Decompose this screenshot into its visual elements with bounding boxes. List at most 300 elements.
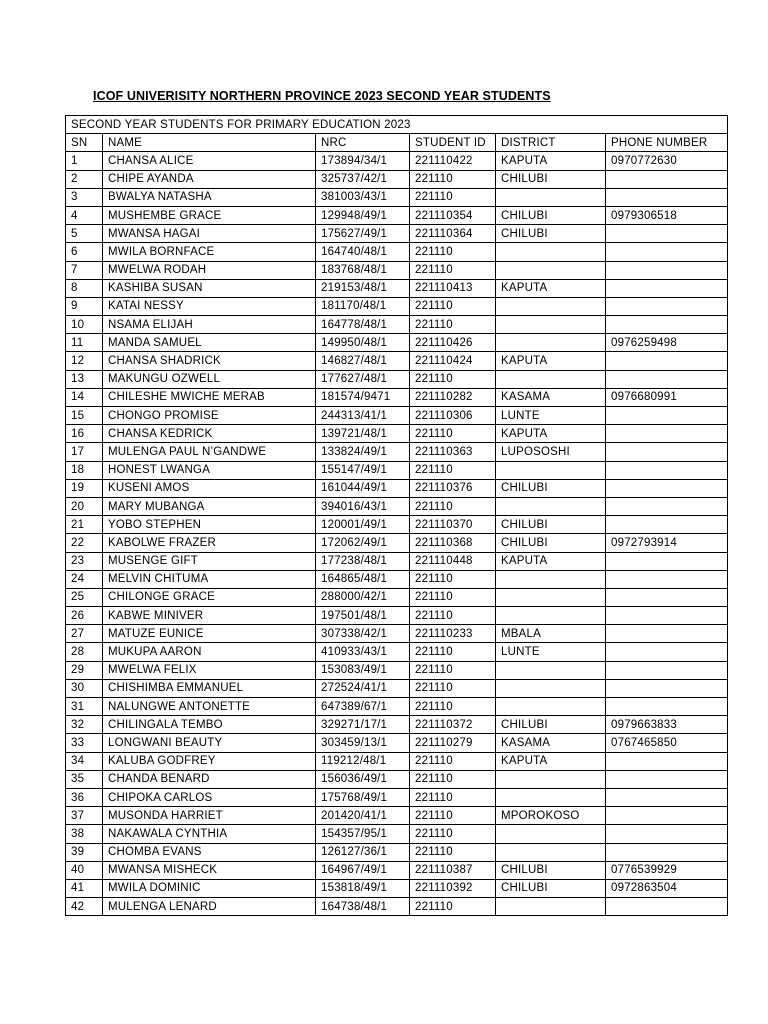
cell-nrc: 177238/48/1: [316, 552, 410, 570]
cell-nrc: 394016/43/1: [316, 497, 410, 515]
table-row: [66, 625, 728, 643]
header-sn: SN: [66, 134, 103, 152]
cell-phone-number: [606, 898, 728, 916]
table-row: [66, 807, 728, 825]
table-row: [66, 243, 728, 261]
table-row: [66, 734, 728, 752]
cell-nrc: 410933/43/1: [316, 643, 410, 661]
cell-sn: 34: [66, 752, 103, 770]
table-row: [66, 752, 728, 770]
table-row: [66, 788, 728, 806]
cell-name: CHIPOKA CARLOS: [103, 788, 316, 806]
table-row: [66, 643, 728, 661]
cell-student-id: 221110: [410, 188, 496, 206]
table-row: [66, 170, 728, 188]
cell-phone-number: [606, 552, 728, 570]
cell-phone-number: [606, 807, 728, 825]
cell-student-id: 221110282: [410, 388, 496, 406]
cell-phone-number: [606, 570, 728, 588]
cell-sn: 11: [66, 334, 103, 352]
cell-phone-number: [606, 588, 728, 606]
cell-student-id: 221110: [410, 679, 496, 697]
cell-nrc: 219153/48/1: [316, 279, 410, 297]
cell-name: CHISHIMBA EMMANUEL: [103, 679, 316, 697]
cell-district: CHILUBI: [496, 534, 606, 552]
cell-student-id: 221110: [410, 898, 496, 916]
table-row: [66, 661, 728, 679]
cell-district: [496, 825, 606, 843]
cell-name: NAKAWALA CYNTHIA: [103, 825, 316, 843]
cell-phone-number: [606, 443, 728, 461]
cell-phone-number: 0972793914: [606, 534, 728, 552]
cell-nrc: 181170/48/1: [316, 297, 410, 315]
cell-nrc: 177627/48/1: [316, 370, 410, 388]
cell-phone-number: [606, 752, 728, 770]
cell-phone-number: [606, 479, 728, 497]
cell-student-id: 221110: [410, 807, 496, 825]
cell-phone-number: [606, 461, 728, 479]
cell-student-id: 221110: [410, 788, 496, 806]
cell-student-id: 221110424: [410, 352, 496, 370]
header-student-id: STUDENT ID: [410, 134, 496, 152]
cell-student-id: 221110: [410, 370, 496, 388]
cell-name: MUSHEMBE GRACE: [103, 206, 316, 224]
table-row: [66, 334, 728, 352]
cell-nrc: 161044/49/1: [316, 479, 410, 497]
cell-phone-number: 0979663833: [606, 716, 728, 734]
table-row: [66, 861, 728, 879]
cell-district: MBALA: [496, 625, 606, 643]
cell-name: HONEST LWANGA: [103, 461, 316, 479]
cell-phone-number: 0776539929: [606, 861, 728, 879]
cell-student-id: 221110279: [410, 734, 496, 752]
cell-nrc: 126127/36/1: [316, 843, 410, 861]
table-row: [66, 570, 728, 588]
table-row: [66, 206, 728, 224]
cell-name: KUSENI AMOS: [103, 479, 316, 497]
cell-name: CHANSA ALICE: [103, 152, 316, 170]
cell-phone-number: [606, 698, 728, 716]
cell-student-id: 221110: [410, 752, 496, 770]
cell-nrc: 164778/48/1: [316, 316, 410, 334]
cell-sn: 25: [66, 588, 103, 606]
cell-sn: 30: [66, 679, 103, 697]
table-row: [66, 497, 728, 515]
cell-district: [496, 570, 606, 588]
cell-phone-number: [606, 825, 728, 843]
cell-student-id: 221110426: [410, 334, 496, 352]
cell-district: KAPUTA: [496, 752, 606, 770]
cell-student-id: 221110233: [410, 625, 496, 643]
cell-sn: 2: [66, 170, 103, 188]
cell-nrc: 119212/48/1: [316, 752, 410, 770]
cell-phone-number: [606, 843, 728, 861]
cell-sn: 15: [66, 407, 103, 425]
cell-sn: 16: [66, 425, 103, 443]
cell-district: KASAMA: [496, 388, 606, 406]
cell-nrc: 146827/48/1: [316, 352, 410, 370]
cell-phone-number: [606, 188, 728, 206]
cell-name: MWELWA FELIX: [103, 661, 316, 679]
cell-sn: 31: [66, 698, 103, 716]
cell-nrc: 175627/49/1: [316, 225, 410, 243]
table-row: [66, 716, 728, 734]
cell-name: MATUZE EUNICE: [103, 625, 316, 643]
table-row: [66, 588, 728, 606]
cell-district: [496, 679, 606, 697]
cell-district: [496, 607, 606, 625]
cell-sn: 37: [66, 807, 103, 825]
table-row: [66, 607, 728, 625]
table-row: [66, 516, 728, 534]
cell-name: KALUBA GODFREY: [103, 752, 316, 770]
cell-name: MULENGA PAUL N’GANDWE: [103, 443, 316, 461]
cell-phone-number: 0972863504: [606, 879, 728, 897]
cell-district: LUPOSOSHI: [496, 443, 606, 461]
cell-student-id: 221110: [410, 170, 496, 188]
cell-student-id: 221110: [410, 297, 496, 315]
cell-student-id: 221110422: [410, 152, 496, 170]
table-row: [66, 679, 728, 697]
cell-district: KAPUTA: [496, 552, 606, 570]
table-row: [66, 188, 728, 206]
cell-nrc: 175768/49/1: [316, 788, 410, 806]
cell-name: MULENGA LENARD: [103, 898, 316, 916]
cell-district: [496, 334, 606, 352]
cell-district: CHILUBI: [496, 170, 606, 188]
cell-student-id: 221110376: [410, 479, 496, 497]
cell-district: KAPUTA: [496, 352, 606, 370]
cell-student-id: 221110: [410, 497, 496, 515]
cell-student-id: 221110: [410, 643, 496, 661]
cell-district: KAPUTA: [496, 152, 606, 170]
cell-nrc: 181574/9471: [316, 388, 410, 406]
cell-nrc: 303459/13/1: [316, 734, 410, 752]
cell-student-id: 221110392: [410, 879, 496, 897]
cell-district: CHILUBI: [496, 479, 606, 497]
cell-name: MUKUPA AARON: [103, 643, 316, 661]
cell-student-id: 221110306: [410, 407, 496, 425]
table-row: [66, 443, 728, 461]
cell-name: MUSENGE GIFT: [103, 552, 316, 570]
cell-phone-number: [606, 661, 728, 679]
cell-name: CHILESHE MWICHE MERAB: [103, 388, 316, 406]
cell-student-id: 221110: [410, 425, 496, 443]
table-row: [66, 879, 728, 897]
cell-district: [496, 188, 606, 206]
cell-name: MWANSA HAGAI: [103, 225, 316, 243]
cell-student-id: 221110: [410, 661, 496, 679]
cell-name: CHANSA KEDRICK: [103, 425, 316, 443]
table-row: [66, 770, 728, 788]
cell-phone-number: 0767465850: [606, 734, 728, 752]
cell-phone-number: [606, 352, 728, 370]
cell-sn: 28: [66, 643, 103, 661]
table-row: [66, 225, 728, 243]
cell-district: [496, 843, 606, 861]
cell-district: [496, 770, 606, 788]
table-row: [66, 425, 728, 443]
cell-sn: 17: [66, 443, 103, 461]
cell-sn: 9: [66, 297, 103, 315]
cell-name: MWANSA MISHECK: [103, 861, 316, 879]
cell-nrc: 381003/43/1: [316, 188, 410, 206]
cell-student-id: 221110: [410, 570, 496, 588]
table-row: [66, 279, 728, 297]
cell-sn: 8: [66, 279, 103, 297]
cell-phone-number: [606, 607, 728, 625]
cell-name: LONGWANI BEAUTY: [103, 734, 316, 752]
cell-student-id: 221110: [410, 461, 496, 479]
cell-phone-number: 0970772630: [606, 152, 728, 170]
cell-phone-number: [606, 643, 728, 661]
table-row: [66, 407, 728, 425]
header-name: NAME: [103, 134, 316, 152]
cell-student-id: 221110: [410, 588, 496, 606]
cell-sn: 10: [66, 316, 103, 334]
cell-name: YOBO STEPHEN: [103, 516, 316, 534]
cell-phone-number: 0976680991: [606, 388, 728, 406]
cell-sn: 22: [66, 534, 103, 552]
cell-district: [496, 243, 606, 261]
table-row: [66, 843, 728, 861]
cell-district: [496, 661, 606, 679]
cell-phone-number: [606, 316, 728, 334]
cell-phone-number: [606, 261, 728, 279]
cell-nrc: 164967/49/1: [316, 861, 410, 879]
cell-sn: 27: [66, 625, 103, 643]
table-row: [66, 461, 728, 479]
cell-name: MANDA SAMUEL: [103, 334, 316, 352]
cell-nrc: 201420/41/1: [316, 807, 410, 825]
table-row: [66, 352, 728, 370]
table-row: [66, 388, 728, 406]
cell-sn: 6: [66, 243, 103, 261]
cell-student-id: 221110: [410, 243, 496, 261]
cell-phone-number: [606, 516, 728, 534]
cell-nrc: 288000/42/1: [316, 588, 410, 606]
cell-student-id: 221110363: [410, 443, 496, 461]
cell-nrc: 197501/48/1: [316, 607, 410, 625]
cell-district: [496, 461, 606, 479]
cell-nrc: 153083/49/1: [316, 661, 410, 679]
cell-name: CHANSA SHADRICK: [103, 352, 316, 370]
table-row: [66, 552, 728, 570]
cell-phone-number: 0976259498: [606, 334, 728, 352]
cell-nrc: 139721/48/1: [316, 425, 410, 443]
cell-phone-number: [606, 625, 728, 643]
cell-phone-number: [606, 370, 728, 388]
cell-name: KASHIBA SUSAN: [103, 279, 316, 297]
cell-sn: 26: [66, 607, 103, 625]
cell-name: MWELWA RODAH: [103, 261, 316, 279]
cell-name: MAKUNGU OZWELL: [103, 370, 316, 388]
cell-nrc: 133824/49/1: [316, 443, 410, 461]
cell-district: KASAMA: [496, 734, 606, 752]
cell-nrc: 164865/48/1: [316, 570, 410, 588]
cell-nrc: 173894/34/1: [316, 152, 410, 170]
table-row: [66, 261, 728, 279]
cell-nrc: 129948/49/1: [316, 206, 410, 224]
cell-district: CHILUBI: [496, 225, 606, 243]
cell-student-id: 221110448: [410, 552, 496, 570]
cell-nrc: 329271/17/1: [316, 716, 410, 734]
cell-name: KATAI NESSY: [103, 297, 316, 315]
cell-sn: 19: [66, 479, 103, 497]
student-table: [65, 115, 728, 916]
cell-nrc: 155147/49/1: [316, 461, 410, 479]
cell-sn: 13: [66, 370, 103, 388]
cell-student-id: 221110: [410, 261, 496, 279]
cell-name: NSAMA ELIJAH: [103, 316, 316, 334]
cell-name: KABWE MINIVER: [103, 607, 316, 625]
cell-name: CHIPE AYANDA: [103, 170, 316, 188]
cell-student-id: 221110: [410, 843, 496, 861]
cell-district: [496, 316, 606, 334]
table-caption: SECOND YEAR STUDENTS FOR PRIMARY EDUCATION 2023: [66, 116, 728, 134]
table-row: [66, 316, 728, 334]
cell-phone-number: 0979306518: [606, 206, 728, 224]
cell-name: KABOLWE FRAZER: [103, 534, 316, 552]
cell-phone-number: [606, 788, 728, 806]
cell-sn: 4: [66, 206, 103, 224]
cell-student-id: 221110387: [410, 861, 496, 879]
cell-sn: 36: [66, 788, 103, 806]
cell-phone-number: [606, 407, 728, 425]
cell-sn: 12: [66, 352, 103, 370]
cell-nrc: 153818/49/1: [316, 879, 410, 897]
cell-phone-number: [606, 170, 728, 188]
cell-student-id: 221110370: [410, 516, 496, 534]
cell-sn: 7: [66, 261, 103, 279]
cell-district: [496, 588, 606, 606]
cell-nrc: 164738/48/1: [316, 898, 410, 916]
cell-district: [496, 497, 606, 515]
cell-district: LUNTE: [496, 643, 606, 661]
cell-nrc: 272524/41/1: [316, 679, 410, 697]
cell-nrc: 164740/48/1: [316, 243, 410, 261]
cell-name: CHANDA BENARD: [103, 770, 316, 788]
cell-name: NALUNGWE ANTONETTE: [103, 698, 316, 716]
header-district: DISTRICT: [496, 134, 606, 152]
cell-nrc: 149950/48/1: [316, 334, 410, 352]
cell-district: [496, 297, 606, 315]
cell-sn: 24: [66, 570, 103, 588]
cell-district: [496, 898, 606, 916]
cell-district: KAPUTA: [496, 279, 606, 297]
cell-phone-number: [606, 679, 728, 697]
cell-sn: 32: [66, 716, 103, 734]
cell-district: CHILUBI: [496, 206, 606, 224]
cell-district: CHILUBI: [496, 716, 606, 734]
cell-sn: 38: [66, 825, 103, 843]
table-row: [66, 698, 728, 716]
document-title: ICOF UNIVERISITY NORTHERN PROVINCE 2023 SECOND YEAR STUDENTS: [93, 89, 551, 103]
cell-phone-number: [606, 770, 728, 788]
cell-sn: 5: [66, 225, 103, 243]
cell-sn: 14: [66, 388, 103, 406]
table-row: [66, 479, 728, 497]
cell-sn: 21: [66, 516, 103, 534]
cell-sn: 33: [66, 734, 103, 752]
table-caption-row: [66, 116, 728, 134]
table-row: [66, 297, 728, 315]
cell-sn: 1: [66, 152, 103, 170]
cell-student-id: 221110: [410, 607, 496, 625]
cell-nrc: 244313/41/1: [316, 407, 410, 425]
cell-sn: 23: [66, 552, 103, 570]
cell-phone-number: [606, 225, 728, 243]
cell-nrc: 120001/49/1: [316, 516, 410, 534]
cell-nrc: 647389/67/1: [316, 698, 410, 716]
cell-sn: 35: [66, 770, 103, 788]
cell-name: CHILONGE GRACE: [103, 588, 316, 606]
cell-district: CHILUBI: [496, 861, 606, 879]
cell-name: MWILA BORNFACE: [103, 243, 316, 261]
cell-sn: 29: [66, 661, 103, 679]
cell-sn: 41: [66, 879, 103, 897]
cell-name: BWALYA NATASHA: [103, 188, 316, 206]
header-phone-number: PHONE NUMBER: [606, 134, 728, 152]
cell-phone-number: [606, 425, 728, 443]
cell-name: MELVIN CHITUMA: [103, 570, 316, 588]
cell-nrc: 156036/49/1: [316, 770, 410, 788]
cell-sn: 20: [66, 497, 103, 515]
cell-nrc: 307338/42/1: [316, 625, 410, 643]
cell-student-id: 221110413: [410, 279, 496, 297]
cell-district: CHILUBI: [496, 879, 606, 897]
cell-name: MARY MUBANGA: [103, 497, 316, 515]
cell-nrc: 172062/49/1: [316, 534, 410, 552]
cell-phone-number: [606, 497, 728, 515]
table-row: [66, 152, 728, 170]
cell-sn: 42: [66, 898, 103, 916]
cell-student-id: 221110364: [410, 225, 496, 243]
cell-student-id: 221110: [410, 316, 496, 334]
table-row: [66, 370, 728, 388]
cell-phone-number: [606, 297, 728, 315]
cell-student-id: 221110: [410, 825, 496, 843]
cell-student-id: 221110: [410, 698, 496, 716]
cell-name: MUSONDA HARRIET: [103, 807, 316, 825]
header-nrc: NRC: [316, 134, 410, 152]
cell-district: [496, 698, 606, 716]
cell-district: LUNTE: [496, 407, 606, 425]
cell-student-id: 221110368: [410, 534, 496, 552]
cell-sn: 39: [66, 843, 103, 861]
cell-phone-number: [606, 243, 728, 261]
cell-student-id: 221110354: [410, 206, 496, 224]
cell-student-id: 221110372: [410, 716, 496, 734]
table-row: [66, 898, 728, 916]
cell-sn: 18: [66, 461, 103, 479]
table-header-row: [66, 134, 728, 152]
cell-sn: 40: [66, 861, 103, 879]
cell-name: CHONGO PROMISE: [103, 407, 316, 425]
cell-nrc: 325737/42/1: [316, 170, 410, 188]
cell-district: [496, 370, 606, 388]
cell-nrc: 154357/95/1: [316, 825, 410, 843]
cell-nrc: 183768/48/1: [316, 261, 410, 279]
cell-district: MPOROKOSO: [496, 807, 606, 825]
cell-sn: 3: [66, 188, 103, 206]
cell-phone-number: [606, 279, 728, 297]
table-row: [66, 534, 728, 552]
cell-name: MWILA DOMINIC: [103, 879, 316, 897]
cell-district: CHILUBI: [496, 516, 606, 534]
cell-district: [496, 788, 606, 806]
cell-student-id: 221110: [410, 770, 496, 788]
